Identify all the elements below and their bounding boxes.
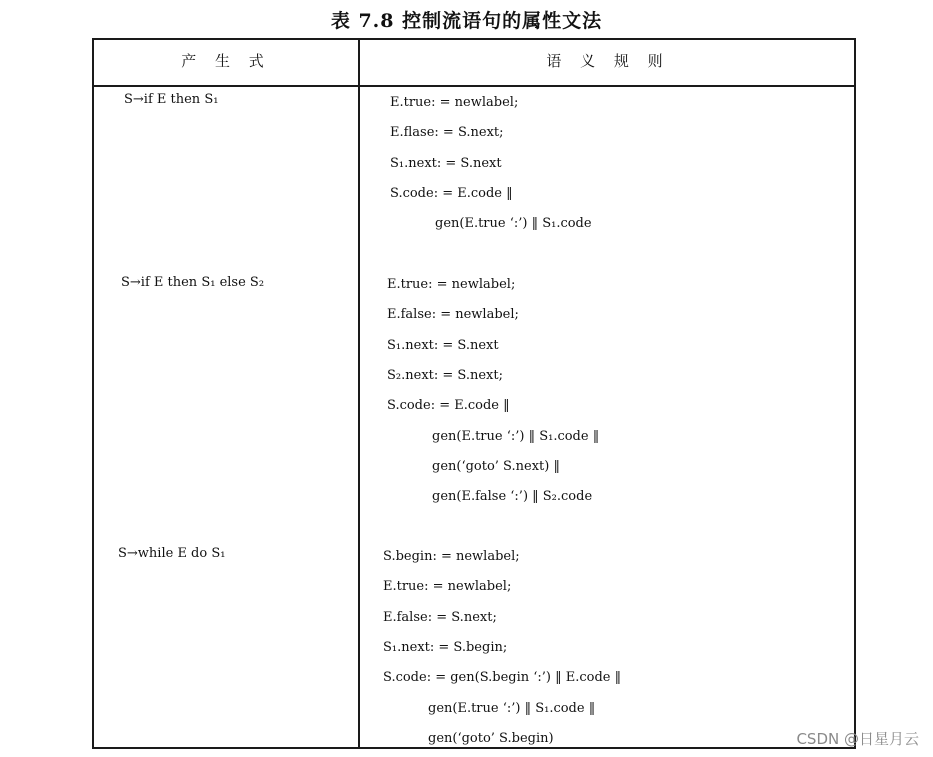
semantic-rule-line: S₂.next: = S.next; bbox=[387, 367, 503, 383]
semantic-rule-line: S.code: = E.code ‖ bbox=[390, 185, 513, 201]
semantic-rule-line: E.flase: = S.next; bbox=[390, 125, 504, 141]
production-cell: S→if E then S₁ bbox=[124, 92, 219, 107]
table-caption: 表 7.8 控制流语句的属性文法 bbox=[330, 10, 603, 32]
production-cell: S→if E then S₁ else S₂ bbox=[121, 275, 265, 290]
semantic-rule-line: E.true: = newlabel; bbox=[383, 579, 512, 595]
semantic-rule-line: gen(E.true ‘:’) ‖ S₁.code ‖ bbox=[428, 700, 596, 716]
watermark: CSDN @日星月云 bbox=[796, 730, 919, 748]
production-column-header: 产 生 式 bbox=[181, 52, 271, 70]
column-divider bbox=[358, 40, 360, 747]
semantic-rule-line: gen(‘goto’ S.begin) bbox=[428, 730, 554, 746]
production-cell: S→while E do S₁ bbox=[118, 546, 226, 561]
semantic-rules-column-header: 语 义 规 则 bbox=[546, 52, 670, 70]
semantic-rule-line: E.true: = newlabel; bbox=[387, 277, 516, 292]
semantic-rule-line: E.false: = newlabel; bbox=[387, 307, 519, 323]
semantic-rule-line: gen(‘goto’ S.next) ‖ bbox=[432, 458, 560, 474]
semantic-rule-line: gen(E.true ‘:’) ‖ S₁.code bbox=[435, 216, 592, 232]
semantic-rule-line: E.true: = newlabel; bbox=[390, 95, 519, 110]
header-divider bbox=[94, 85, 854, 87]
semantic-rule-line: gen(E.true ‘:’) ‖ S₁.code ‖ bbox=[432, 428, 600, 444]
semantic-rule-line: gen(E.false ‘:’) ‖ S₂.code bbox=[432, 489, 593, 505]
attribute-grammar-table bbox=[92, 38, 856, 749]
semantic-rule-line: E.false: = S.next; bbox=[383, 609, 497, 625]
semantic-rule-line: S.code: = gen(S.begin ‘:’) ‖ E.code ‖ bbox=[383, 670, 622, 686]
semantic-rule-line: S.begin: = newlabel; bbox=[383, 549, 520, 564]
semantic-rule-line: S₁.next: = S.begin; bbox=[383, 639, 508, 655]
semantic-rule-line: S.code: = E.code ‖ bbox=[387, 398, 510, 414]
semantic-rule-line: S₁.next: = S.next bbox=[387, 337, 499, 353]
semantic-rule-line: S₁.next: = S.next bbox=[390, 155, 502, 171]
